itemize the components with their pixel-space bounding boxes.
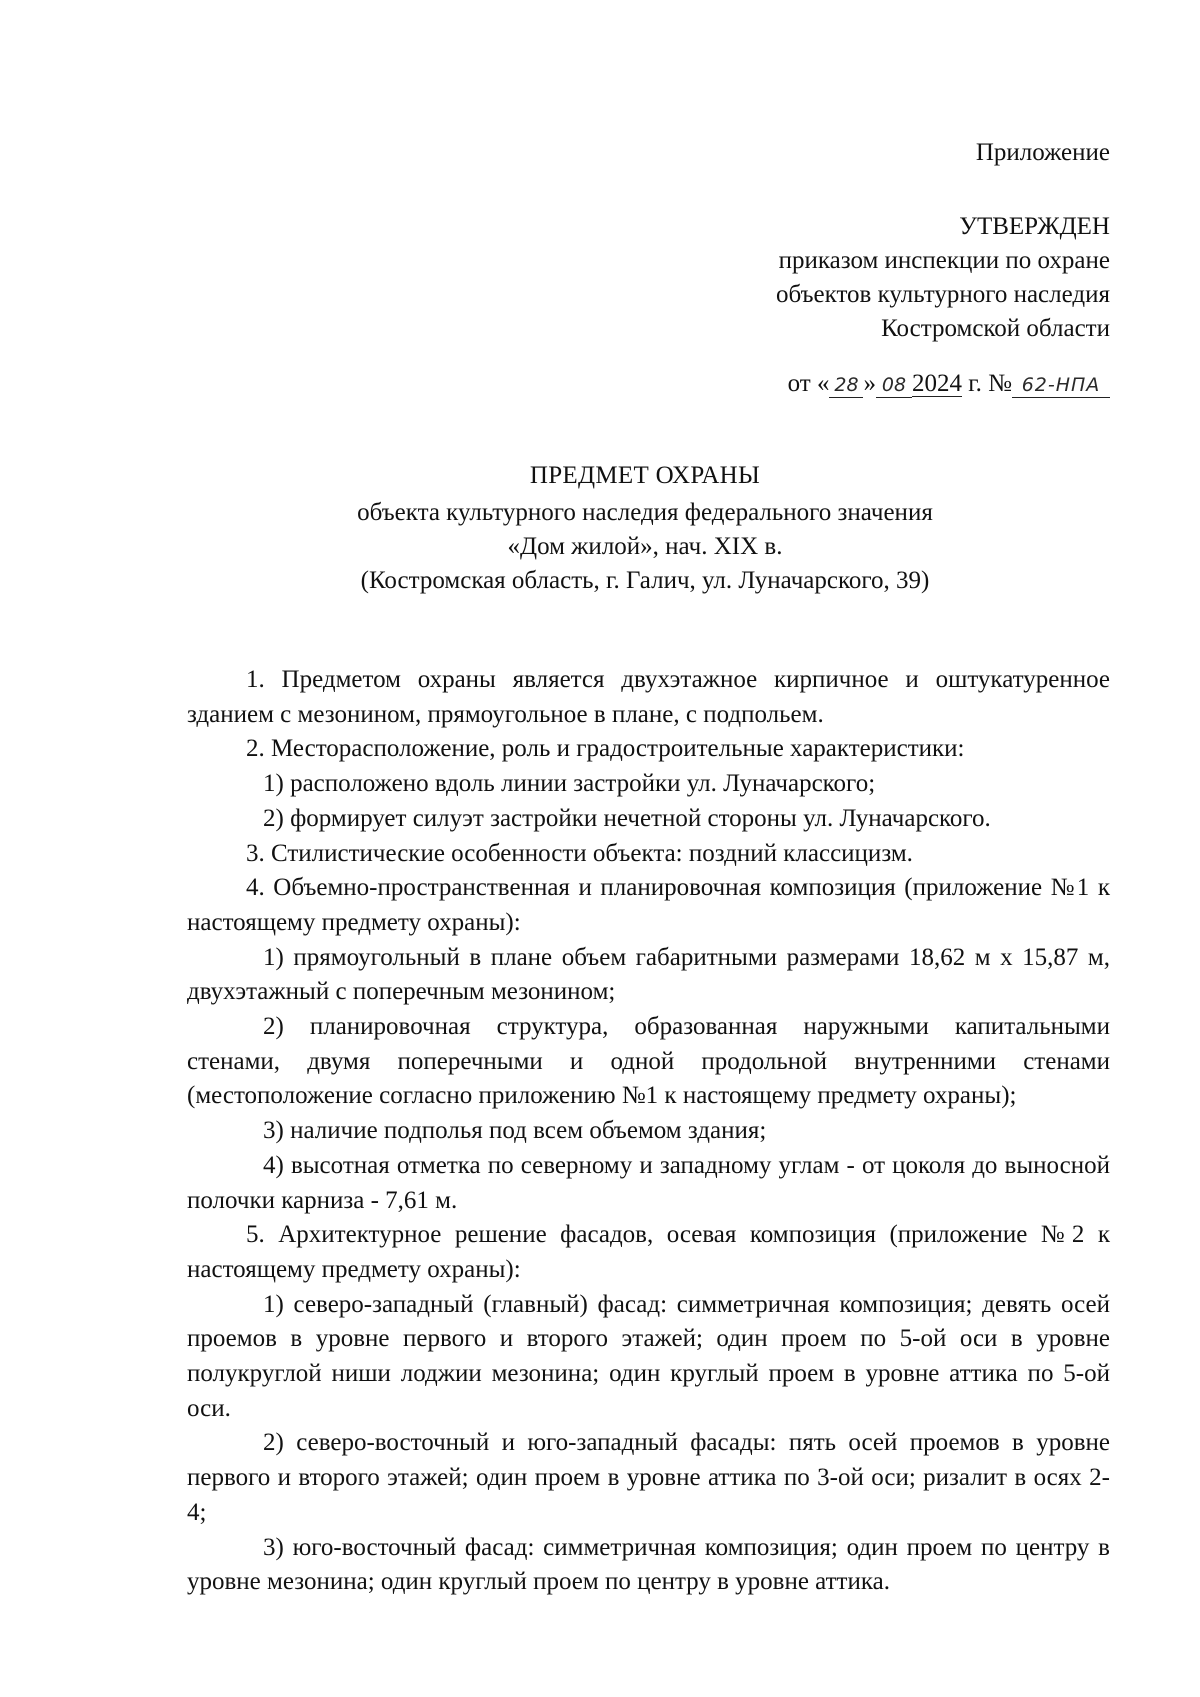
handwritten-day: 28 [829,373,863,398]
appendix-text: Приложение [975,139,1110,166]
handwritten-order-number: 62-НПА [1012,373,1110,398]
document-body [187,663,1110,1600]
date-year: 2024 [911,370,962,397]
paragraph-4-item-1: 1) прямоугольный в плане объем габаритными размерами 18,62 м х 15,87 м, двухэтажный с поперечным мезонином; [187,943,1110,1006]
paragraph-5: 5. Архитектурное решение фасадов, осевая композиция (приложение №2 к настоящему предмету охраны): [187,1221,1110,1283]
appendix-label [976,136,1110,170]
paragraph-3: 3. Стилистические особенности объекта: поздний классицизм. [246,839,913,867]
date-mid: » [863,370,876,397]
order-date-line [788,367,1110,401]
title-line-2: «Дом жилой», нач. XIX в. [507,533,783,560]
order-line-2: объектов культурного наследия [776,281,1110,308]
order-line-1: приказом инспекции по охране [778,247,1110,274]
paragraph-5-item-2: 2) северо-восточный и юго-западный фасады: пять осей проемов в уровне первого и второго этажей; один проем в уровне аттика по 3-ой оси; ризалит в осях 2-4; [187,1429,1110,1526]
title-line-3: (Костромская область, г. Галич, ул. Луначарского, 39) [360,567,930,594]
paragraph-2-item-1: 1) расположено вдоль линии застройки ул. Луначарского; [263,770,876,798]
paragraph-5-item-1: 1) северо-западный (главный) фасад: симметричная композиция; девять осей проемов в уровне первого и второго этажей; один проем по 5-ой оси в уровне полукруглой ниши лоджии мезонина; один круглый проем в уровне аттика по 5-ой оси. [187,1290,1110,1422]
paragraph-4-item-2: 2) планировочная структура, образованная наружными капитальными стенами, двумя поперечными и одной продольной внутренними стенами (местоположение согласно приложению №1 к настоящему предмету охраны); [187,1013,1110,1110]
approval-block [776,210,1110,346]
year-suffix: г. № [961,370,1012,397]
paragraph-1: 1. Предметом охраны является двухэтажное кирпичное и оштукатуренное зданием с мезонином, прямоугольное в плане, с подпольем. [187,666,1110,728]
paragraph-4-item-3: 3) наличие подполья под всем объемом здания; [263,1117,767,1145]
document-title: ПРЕДМЕТ ОХРАНЫ [529,462,761,489]
date-prefix: от « [787,370,830,397]
paragraph-4-item-4: 4) высотная отметка по северному и западному углам - от цоколя до выносной полочки карниза - 7,61 м. [187,1151,1110,1214]
handwritten-month: 08 [876,373,912,398]
paragraph-2-item-2: 2) формирует силуэт застройки нечетной стороны ул. Луначарского. [263,804,991,832]
paragraph-4: 4. Объемно-пространственная и планировочная композиция (приложение №1 к настоящему предмету охраны): [187,874,1110,936]
paragraph-5-item-3: 3) юго-восточный фасад: симметричная композиция; один проем по центру в уровне мезонина; один круглый проем по центру в уровне аттика. [187,1533,1110,1596]
order-line-3: Костромской области [881,315,1110,342]
paragraph-2: 2. Месторасположение, роль и градостроительные характеристики: [246,735,965,763]
approved-heading: УТВЕРЖДЕН [959,213,1110,240]
document-title-block [140,459,1150,598]
title-line-1: объекта культурного наследия федерального значения [357,499,933,526]
